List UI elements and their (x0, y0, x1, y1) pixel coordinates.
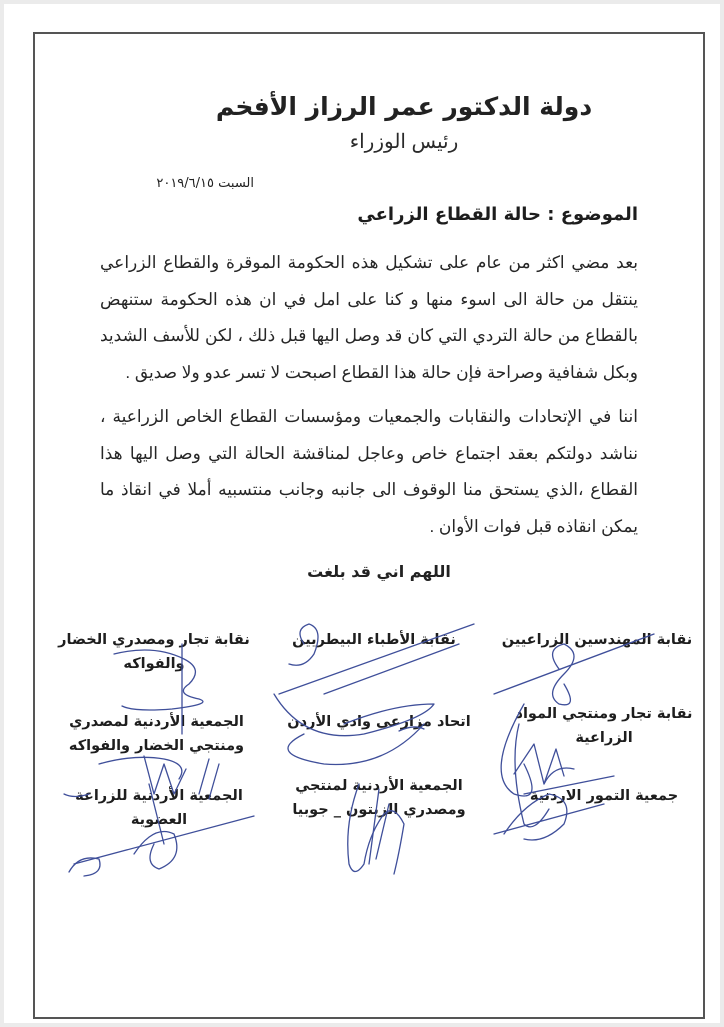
addressee-name: دولة الدكتور عمر الرزاز الأفخم (215, 92, 593, 121)
signatory-line1: نقابة الأطباء البيطريين (292, 632, 456, 648)
addressee-title: رئيس الوزراء (349, 131, 459, 153)
signatory-line2: والفواكه (123, 656, 185, 672)
signatory-olive-producers (284, 774, 474, 822)
signatory-line1: الجمعية الأردنية للزراعة (75, 788, 243, 804)
letter-page (4, 4, 720, 1023)
signatory-line2: ومنتجي الخضار والفواكه (68, 738, 245, 754)
body-paragraph-2: اننا في الإتحادات والنقابات والجمعيات ومؤسسات القطاع الخاص الزراعية ، نناشد دولتكم بعقد اجتماع خاص وعاجل لمناقشة الحالة التي وصل اليها هذا القطاع ،الذي يستحق منا الوقوف الى جانبه وجانب منتسبيه أملا في انقاذ ما يمكن انقاذه قبل فوات الأوان . (100, 407, 638, 536)
signatory-line1: نقابة المهندسين الزراعيين (501, 632, 693, 648)
signatory-line1: اتحاد مزارعي وادي الأردن (287, 714, 471, 730)
signatory-jordan-valley-farmers (284, 710, 474, 734)
signatory-line1: جمعية التمور الاردنية (529, 788, 679, 804)
body-paragraph-1: بعد مضي اكثر من عام على تشكيل هذه الحكومة الموقرة والقطاع الزراعي ينتقل من حالة الى اسوء منها و كنا على امل في ان هذه الحكومة ستنهض بالقطاع من حالة التردي التي كان قد وصل اليها قبل ذلك ، لكن للأسف الشديد وبكل شفافية وصراحة فإن حالة هذا القطاع اصبحت لا تسر عدو ولا صديق . (100, 253, 638, 382)
signatory-dates-assoc (504, 784, 704, 808)
signatory-agri-materials-traders (504, 702, 704, 750)
signatory-produce-exporters-assoc (49, 710, 264, 758)
signatory-organic-agriculture (59, 784, 259, 832)
letter-subject: الموضوع : حالة القطاع الزراعي (357, 204, 638, 225)
letter-date: السبت ٢٠١٩/٦/١٥ (156, 176, 254, 191)
closing-line: اللهم اني قد بلغت (307, 562, 451, 581)
signatory-line1: الجمعية الأردنية لمصدري (69, 714, 244, 730)
signatory-agri-engineers (492, 628, 702, 652)
signatory-vegetable-exporters (49, 628, 259, 676)
signatory-line1: الجمعية الأردنية لمنتجي (295, 778, 463, 794)
signatory-line1: نقابة تجار ومنتجي المواد (515, 706, 693, 722)
signatory-veterinarians (279, 628, 469, 652)
signatory-line2: ومصدري الزيتون _ جوبيا (292, 802, 466, 818)
signatory-line2: الزراعية (575, 730, 633, 746)
signatory-line1: نقابة تجار ومصدري الخضار (58, 632, 250, 648)
signatory-line2: العضوية (130, 812, 188, 828)
